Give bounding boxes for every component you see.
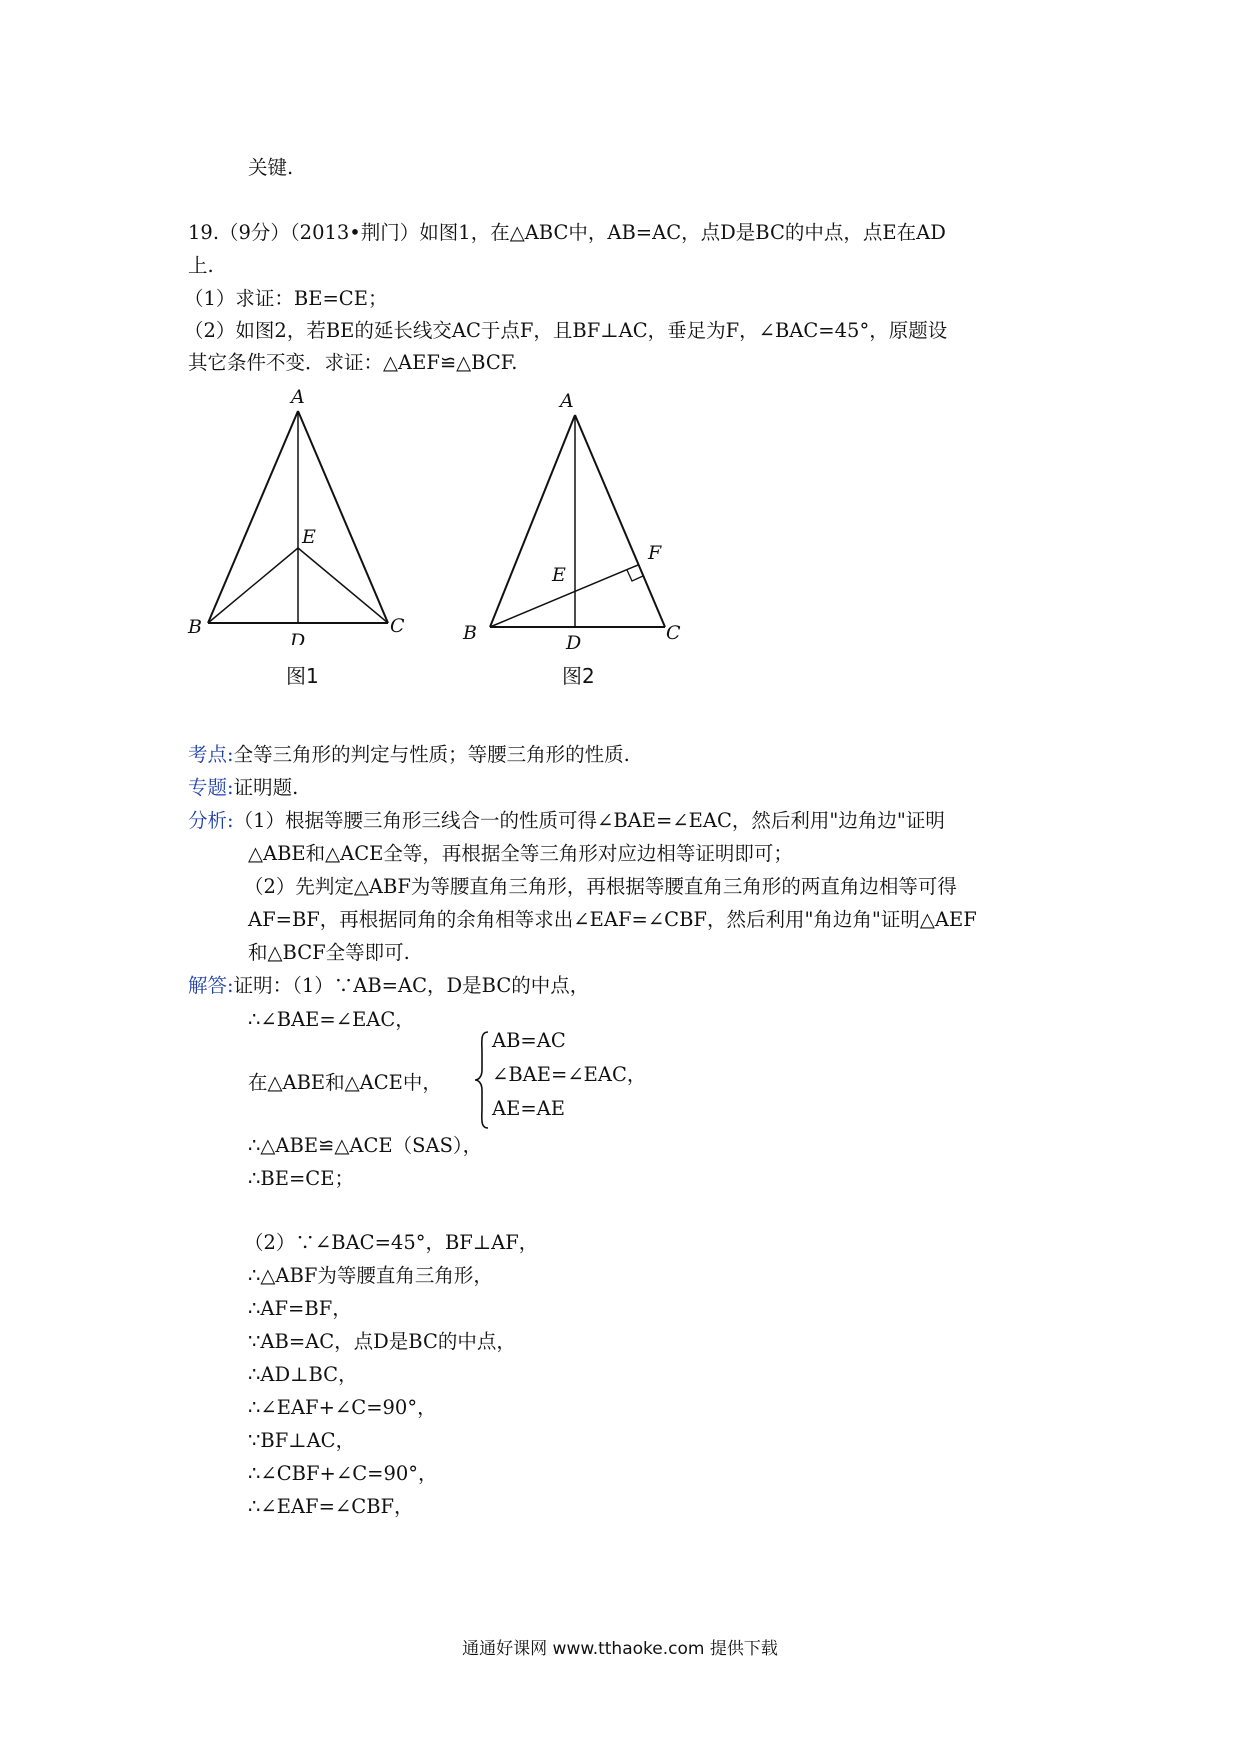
point-label: F: [648, 542, 662, 564]
question-part-1: （1）求证：BE=CE；: [184, 287, 388, 310]
point-label: D: [290, 630, 306, 645]
fenxi-line: AF=BF，再根据同角的余角相等求出∠EAF=∠CBF，然后利用"角边角"证明△AEF: [248, 908, 977, 931]
point-label: B: [188, 616, 202, 638]
brace-icon: [474, 1030, 490, 1130]
fenxi-row-1: [188, 808, 945, 834]
point-label: A: [291, 386, 305, 408]
figure-1-caption: 图1: [286, 664, 319, 688]
equation-system-line: AB=AC: [492, 1029, 566, 1052]
jieda-line: （2）∵∠BAC=45°，BF⊥AF，: [244, 1231, 539, 1254]
point-label: C: [390, 615, 405, 637]
jieda-line: ∵BF⊥AC，: [248, 1429, 356, 1452]
jieda-line: 证明：（1）∵AB=AC，D是BC的中点，: [233, 974, 590, 997]
zhuanti-text: 证明题.: [233, 776, 299, 799]
fenxi-line: （1）根据等腰三角形三线合一的性质可得∠BAE=∠EAC，然后利用"边角边"证明: [233, 809, 945, 832]
jieda-row-1: [188, 973, 589, 999]
fenxi-line: △ABE和△ACE全等，再根据全等三角形对应边相等证明即可；: [248, 842, 793, 865]
jieda-line: ∴∠BAE=∠EAC，: [248, 1008, 415, 1031]
jieda-line: ∵AB=AC，点D是BC的中点，: [248, 1330, 516, 1353]
figure-1: [180, 385, 420, 649]
jieda-line: ∴∠EAF+∠C=90°，: [248, 1396, 437, 1419]
zhuanti-label: 专题:: [188, 776, 234, 799]
figure-2-diagram: [460, 385, 700, 655]
figure-2-caption: 图2: [562, 664, 595, 688]
question-line-2: 上.: [188, 254, 214, 277]
figure-1-diagram: [180, 385, 420, 645]
question-line-1: 19.（9分）（2013•荆门）如图1，在△ABC中，AB=AC，点D是BC的中点，点E在AD: [188, 221, 946, 244]
jieda-label: 解答:: [188, 974, 234, 997]
point-label: E: [552, 564, 566, 586]
fenxi-label: 分析:: [188, 809, 234, 832]
point-label: E: [302, 526, 316, 548]
kaodian-label: 考点:: [188, 743, 234, 766]
zhuanti-row: [188, 775, 298, 801]
point-label: D: [566, 632, 582, 654]
continuation-text: 关键.: [248, 156, 294, 179]
jieda-line: ∴AD⊥BC，: [248, 1363, 358, 1386]
kaodian-text: 全等三角形的判定与性质；等腰三角形的性质.: [233, 743, 630, 766]
footer-text: 通通好课网 www.tthaoke.com 提供下载: [462, 1639, 778, 1659]
equation-system-line: AE=AE: [492, 1097, 565, 1120]
jieda-line: 在△ABE和△ACE中，: [248, 1071, 442, 1094]
figure-2: [460, 385, 700, 659]
fenxi-line: （2）先判定△ABF为等腰直角三角形，再根据等腰直角三角形的两直角边相等可得: [244, 875, 957, 898]
point-label: C: [666, 622, 681, 644]
jieda-line: ∴AF=BF，: [248, 1297, 352, 1320]
question-line-5: 其它条件不变．求证：△AEF≌△BCF.: [188, 351, 518, 374]
jieda-line: ∴∠EAF=∠CBF，: [248, 1495, 414, 1518]
equation-system-line: ∠BAE=∠EAC，: [492, 1063, 647, 1086]
jieda-line: ∴△ABE≌△ACE（SAS），: [248, 1134, 483, 1157]
kaodian-row: [188, 742, 630, 768]
point-label: A: [560, 390, 574, 412]
question-part-2: （2）如图2，若BE的延长线交AC于点F，且BF⊥AC，垂足为F，∠BAC=45°，原题设: [184, 319, 948, 342]
jieda-line: ∴BE=CE；: [248, 1167, 354, 1190]
jieda-line: ∴∠CBF+∠C=90°，: [248, 1462, 438, 1485]
point-label: B: [463, 622, 477, 644]
jieda-line: ∴△ABF为等腰直角三角形，: [248, 1264, 493, 1287]
fenxi-line: 和△BCF全等即可.: [248, 941, 410, 964]
